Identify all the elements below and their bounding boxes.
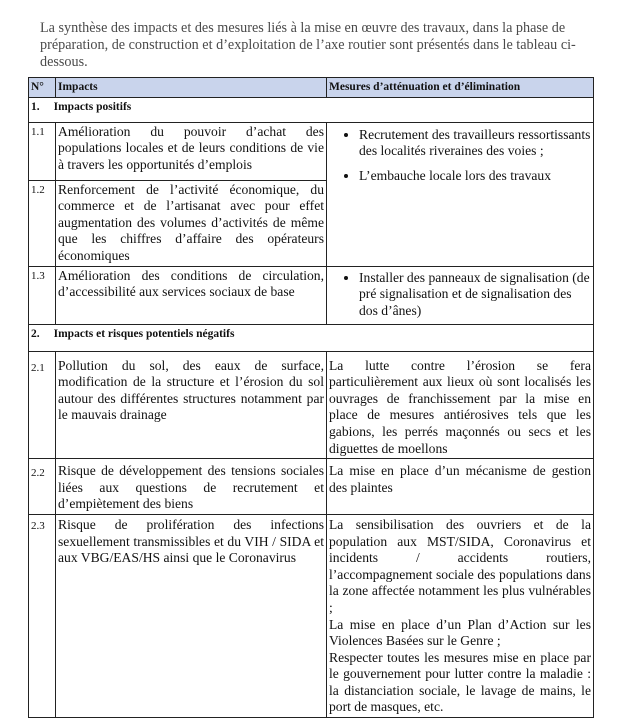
measure-cell: [327, 514, 594, 717]
measure-paragraph: La sensibilisation des ouvriers et de la population aux MST/SIDA, Coronavirus et incidents / accidents routiers, l’accompagnement sociale des populations dans la zone affectée notamment les plus vulnérables ;: [329, 516, 591, 615]
measure-cell: La mise en place d’un mécanisme de gestion des plaintes: [327, 459, 594, 515]
row-number: 2.1: [29, 351, 56, 459]
intro-paragraph: La synthèse des impacts et des mesures liés à la mise en œuvre des travaux, dans la phase de préparation, de construction et d’exploitation de l’axe routier sont présentés dans le tableau ci-dessous.: [40, 20, 576, 71]
row-number: 1.3: [29, 266, 56, 324]
section-title-positive: 1. Impacts positifs: [29, 97, 594, 122]
measure-bullet: • Recrutement des travailleurs ressortissants des localités riveraines des voies ;: [359, 127, 591, 160]
impact-cell: Renforcement de l’activité économique, du commerce et de l’artisanat avec pour effet augmentation des volumes d’activités de même que les chiffres d’affaire des opérateurs économiques: [56, 180, 327, 266]
measure-cell: [327, 266, 594, 324]
impact-cell: Risque de développement des tensions sociales liées aux questions de recrutement et d’empiètement des biens: [56, 459, 327, 515]
row-number: 1.1: [29, 122, 56, 180]
measure-paragraph: Respecter toutes les mesures mise en place par le gouvernement pour lutter contre la maladie : la distanciation sociale, le lavage de mains, le port de masques, etc.: [329, 649, 591, 715]
row-number: 2.3: [29, 514, 56, 717]
row-number: 2.2: [29, 459, 56, 515]
table-row: [29, 351, 594, 459]
table-row: [29, 459, 594, 515]
impacts-table: [28, 77, 594, 718]
table-row: [29, 266, 594, 324]
table-row: [29, 122, 594, 180]
row-number: 1.2: [29, 180, 56, 266]
header-no: N°: [29, 78, 56, 98]
header-mesures: Mesures d’atténuation et d’élimination: [327, 78, 594, 98]
impact-cell: Pollution du sol, des eaux de surface, modification de la structure et l’érosion du sol autour des différentes structures notamment par le mauvais drainage: [56, 351, 327, 459]
measure-bullet: • Installer des panneaux de signalisation (de pré signalisation et de signalisation des dos d’ânes): [359, 270, 591, 320]
section-row-negative: [29, 324, 594, 351]
table-row: [29, 514, 594, 717]
table-header-row: [29, 78, 594, 98]
section-row-positive: [29, 97, 594, 122]
measure-cell: La lutte contre l’érosion se fera particulièrement aux lieux où sont localisés les ouvrages de franchissement par la mise en place de mesures antiérosives tels que les gabions, les perrés maçonnés ou secs et les diguettes de moellons: [327, 351, 594, 459]
impact-cell: Amélioration des conditions de circulation, d’accessibilité aux services sociaux de base: [56, 266, 327, 324]
header-impacts: Impacts: [56, 78, 327, 98]
measure-cell-positive: [327, 122, 594, 266]
impact-cell: Amélioration du pouvoir d’achat des populations locales et de leurs conditions de vie à travers les opportunités d’emplois: [56, 122, 327, 180]
section-title-negative: 2. Impacts et risques potentiels négatifs: [29, 324, 594, 351]
measure-bullet: • L’embauche locale lors des travaux: [359, 168, 591, 185]
measure-paragraph: La mise en place d’un Plan d’Action sur les Violences Basées sur le Genre ;: [329, 616, 591, 649]
impact-cell: Risque de prolifération des infections sexuellement transmissibles et du VIH / SIDA et aux VBG/EAS/HS ainsi que le Coronavirus: [56, 514, 327, 717]
